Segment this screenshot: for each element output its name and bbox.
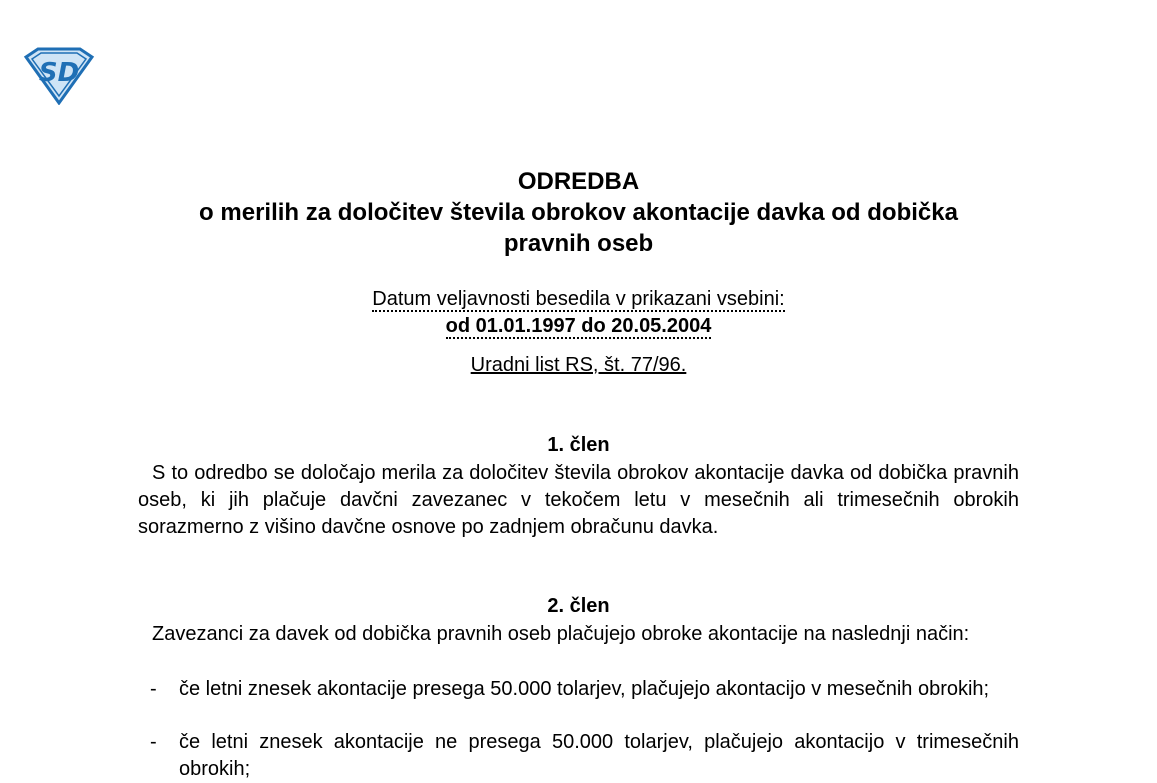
list-item xyxy=(150,729,1019,783)
bullet-dash: - xyxy=(150,731,157,753)
validity-range-row xyxy=(0,315,1157,338)
source-link[interactable]: Uradni list RS, št. 77/96. xyxy=(470,354,687,376)
validity-label[interactable]: Datum veljavnosti besedila v prikazani vsebini: xyxy=(372,288,785,310)
article-2-heading: 2. člen xyxy=(547,595,610,617)
title-line-2: o merilih za določitev števila obrokov akontacije davka od dobička xyxy=(199,199,958,226)
list-item-text: če letni znesek akontacije presega 50.000 tolarjev, plačujejo akontacijo v mesečnih obrokih; xyxy=(179,678,990,700)
list-item-text: če letni znesek akontacije ne presega 50.000 tolarjev, plačujejo akontacijo v trimesečnih obrokih; xyxy=(179,731,1019,780)
sd-logo-icon xyxy=(22,47,96,105)
validity-label-row xyxy=(0,288,1157,311)
list-item xyxy=(150,676,1019,703)
title-line-1: ODREDBA xyxy=(517,168,640,195)
bullet-dash: - xyxy=(150,678,157,700)
svg-text:SD: SD xyxy=(38,58,80,88)
title-line-3: pravnih oseb xyxy=(503,230,654,257)
article-2-text: Zavezanci za davek od dobička pravnih oseb plačujejo obroke akontacije na naslednji način: xyxy=(152,623,970,645)
validity-range[interactable]: od 01.01.1997 do 20.05.2004 xyxy=(445,315,712,337)
article-1-text: S to odredbo se določajo merila za določitev števila obrokov akontacije davka od dobička pravnih oseb, ki jih plačuje davčni zavezanec v tekočem letu v mesečnih ali trimesečnih obrokih sorazmerno z višino davčne osnove po zadnjem obračunu davka. xyxy=(138,462,1019,538)
source-row xyxy=(0,354,1157,377)
document-title xyxy=(0,166,1157,259)
article-1-heading: 1. člen xyxy=(547,434,610,456)
